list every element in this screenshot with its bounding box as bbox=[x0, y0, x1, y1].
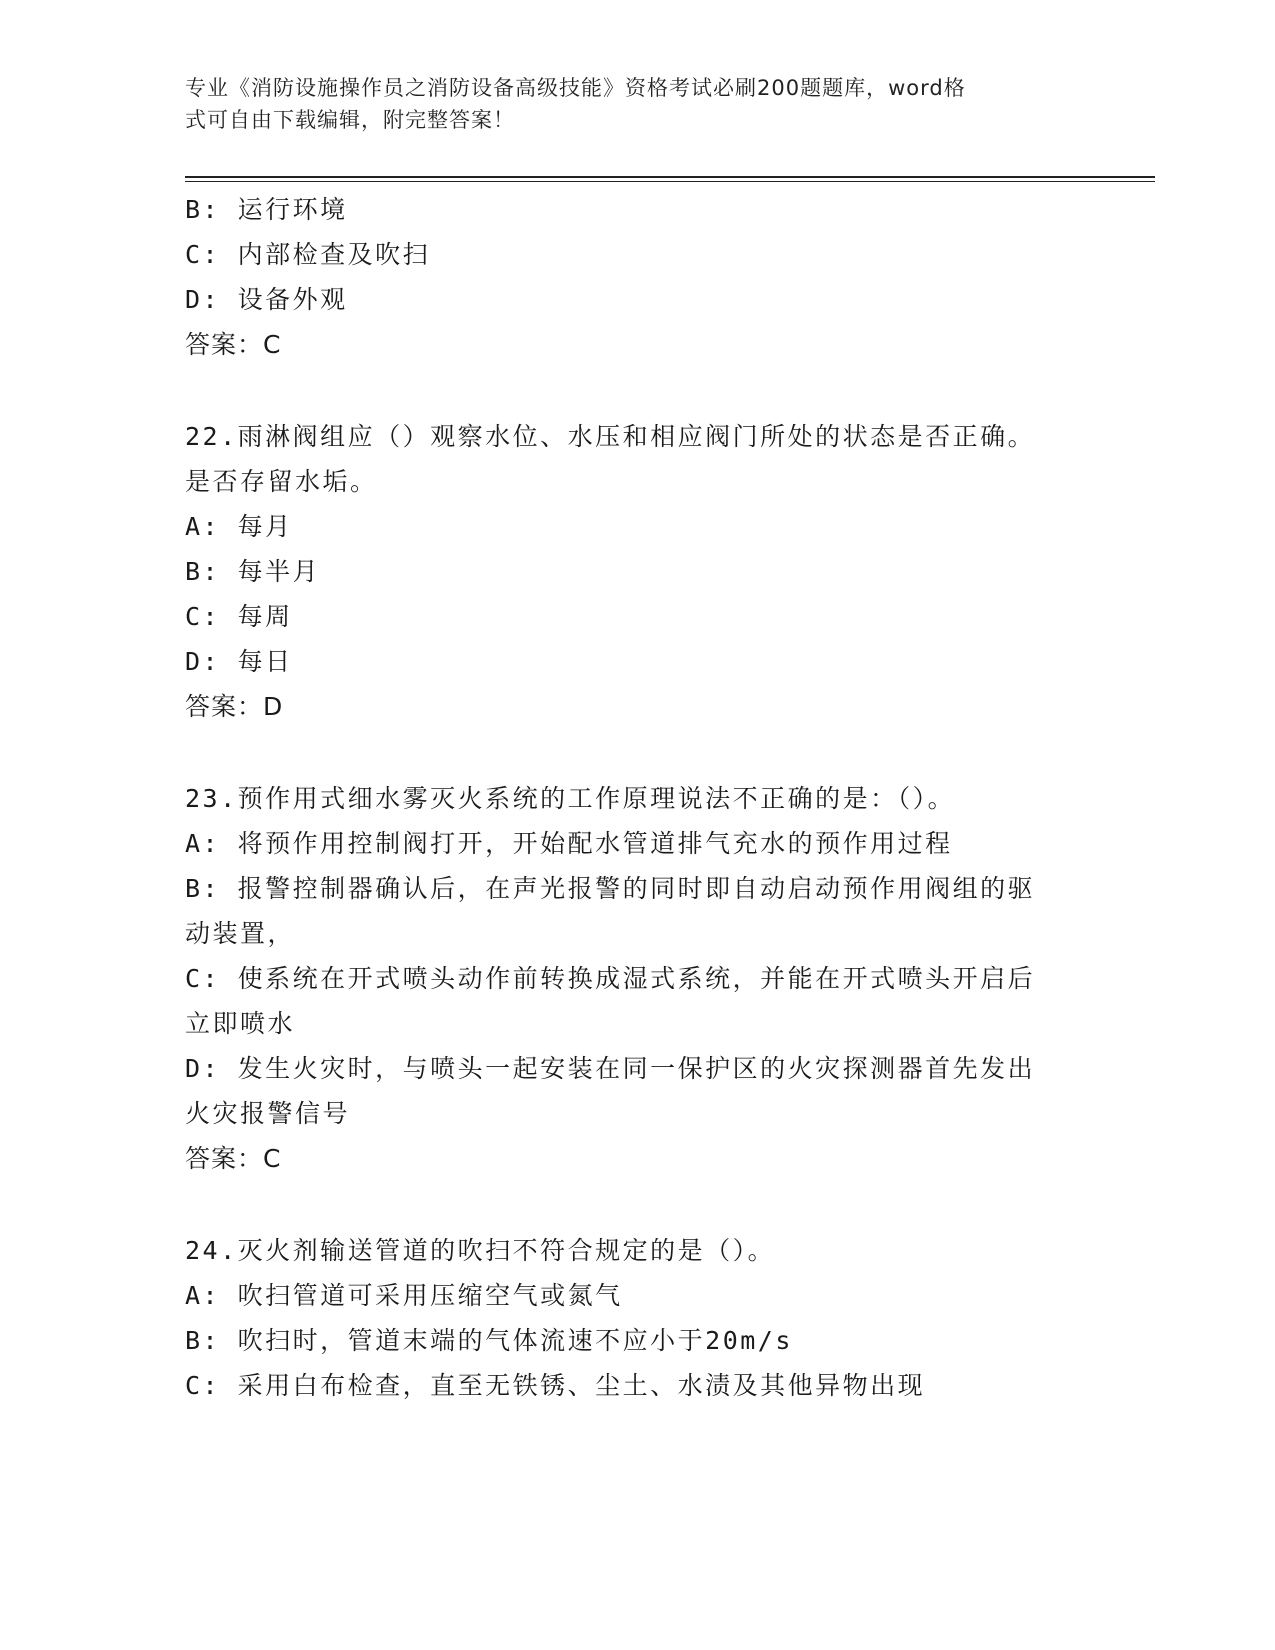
q22-option-d: D: 每日 bbox=[185, 647, 293, 676]
q23-option-d-line-1: D: 发生火灾时，与喷头一起安装在同一保护区的火灾探测器首先发出 bbox=[185, 1054, 1036, 1083]
page-header bbox=[185, 72, 1065, 136]
q22-stem-line-2: 是否存留水垢。 bbox=[185, 467, 378, 496]
q24-option-b: B: 吹扫时，管道末端的气体流速不应小于20m/s bbox=[185, 1326, 793, 1355]
q24-option-a: A: 吹扫管道可采用压缩空气或氮气 bbox=[185, 1281, 623, 1310]
q22-option-b: B: 每半月 bbox=[185, 557, 321, 586]
q22-stem-line-1: 22.雨淋阀组应（）观察水位、水压和相应阀门所处的状态是否正确。 bbox=[185, 422, 1036, 451]
header-divider-thin bbox=[185, 181, 1155, 182]
spacer bbox=[185, 367, 1085, 414]
question-21 bbox=[185, 187, 1085, 367]
header-line-1: 专业《消防设施操作员之消防设备高级技能》资格考试必刷200题题库，word格 bbox=[185, 76, 966, 100]
q23-option-b-line-2: 动装置， bbox=[185, 919, 296, 948]
question-22 bbox=[185, 414, 1085, 729]
spacer bbox=[185, 729, 1085, 776]
question-23 bbox=[185, 776, 1085, 1181]
q22-option-a: A: 每月 bbox=[185, 512, 293, 541]
q23-option-b-line-1: B: 报警控制器确认后，在声光报警的同时即自动启动预作用阀组的驱 bbox=[185, 874, 1036, 903]
q23-answer: 答案：C bbox=[185, 1144, 282, 1173]
header-line-2: 式可自由下载编辑，附完整答案！ bbox=[185, 108, 515, 132]
q22-answer: 答案：D bbox=[185, 692, 284, 721]
q23-option-c-line-2: 立即喷水 bbox=[185, 1009, 296, 1038]
q24-option-c: C: 采用白布检查，直至无铁锈、尘土、水渍及其他异物出现 bbox=[185, 1371, 926, 1400]
header-divider-thick bbox=[185, 176, 1155, 178]
spacer bbox=[185, 1181, 1085, 1228]
q23-stem: 23.预作用式细水雾灭火系统的工作原理说法不正确的是：（）。 bbox=[185, 784, 956, 813]
q22-option-c: C: 每周 bbox=[185, 602, 293, 631]
q21-option-c: C: 内部检查及吹扫 bbox=[185, 240, 431, 269]
question-content bbox=[185, 187, 1085, 1408]
question-24 bbox=[185, 1228, 1085, 1408]
q24-stem: 24.灭火剂输送管道的吹扫不符合规定的是（）。 bbox=[185, 1236, 776, 1265]
q21-option-d: D: 设备外观 bbox=[185, 285, 348, 314]
q23-option-c-line-1: C: 使系统在开式喷头动作前转换成湿式系统，并能在开式喷头开启后 bbox=[185, 964, 1036, 993]
q21-option-b: B: 运行环境 bbox=[185, 195, 348, 224]
q21-answer: 答案：C bbox=[185, 330, 282, 359]
q23-option-a: A: 将预作用控制阀打开，开始配水管道排气充水的预作用过程 bbox=[185, 829, 953, 858]
q23-option-d-line-2: 火灾报警信号 bbox=[185, 1099, 351, 1128]
